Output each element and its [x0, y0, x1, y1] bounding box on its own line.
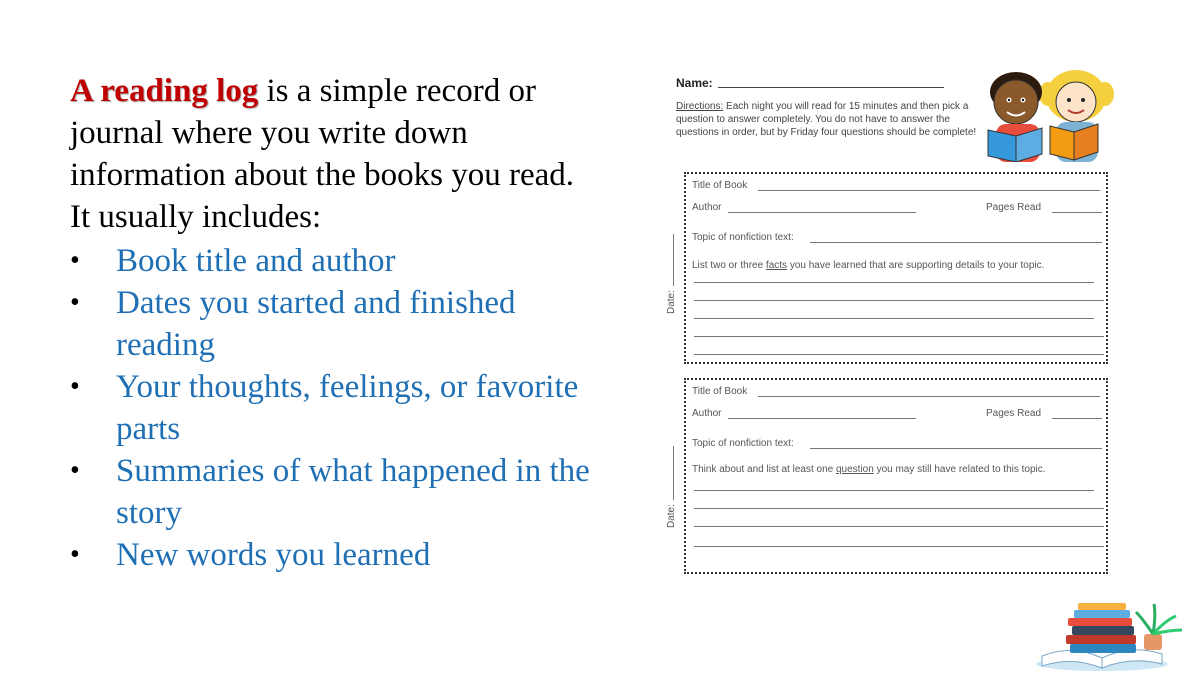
answer-line — [694, 526, 1104, 527]
list-item-text: Book title and author — [116, 243, 396, 279]
list-item-text: Summaries of what happened in the story — [116, 453, 590, 531]
question-prompt: Think about and list at least one question you may still have related to this topic. — [692, 464, 1046, 475]
answer-line — [694, 336, 1104, 337]
bullet-dot: • — [70, 539, 80, 570]
intro-paragraph — [70, 70, 590, 238]
answer-line — [810, 448, 1102, 449]
bullet-dot: • — [70, 287, 80, 318]
pages-read-label: Pages Read — [986, 202, 1042, 213]
answer-line — [694, 508, 1104, 509]
list-item-text: Dates you started and finished reading — [116, 285, 516, 363]
answer-line — [694, 282, 1094, 283]
author-label: Author — [692, 202, 722, 213]
answer-line — [694, 490, 1094, 491]
reading-log-worksheet — [660, 62, 1120, 580]
answer-line — [694, 354, 1104, 355]
name-line — [718, 87, 944, 88]
bullet-dot: • — [70, 245, 80, 276]
list-item — [70, 282, 590, 366]
title-of-book-label: Title of Book — [692, 386, 748, 397]
directions-label: Directions: — [676, 101, 724, 112]
list-item — [70, 534, 590, 576]
kids-reading-illustration — [978, 66, 1118, 162]
log-section-2 — [684, 378, 1108, 574]
date-line — [673, 446, 674, 500]
answer-line — [694, 318, 1094, 319]
answer-line — [1052, 212, 1102, 213]
topic-label: Topic of nonfiction text: — [692, 232, 794, 243]
date-label: Date: — [666, 504, 677, 528]
title-of-book-label: Title of Book — [692, 180, 748, 191]
pages-read-label: Pages Read — [986, 408, 1042, 419]
answer-line — [1052, 418, 1102, 419]
bullet-dot: • — [70, 371, 80, 402]
answer-line — [758, 190, 1100, 191]
list-item — [70, 450, 590, 534]
question-prompt: List two or three facts you have learned that are supporting details to your topic. — [692, 260, 1045, 271]
directions-text: Each night you will read for 15 minutes and then pick a question to answer completely. You do not have to answer the questions in order, but by Friday four questions should be complete! — [676, 101, 977, 138]
answer-line — [694, 546, 1104, 547]
list-item — [70, 240, 590, 282]
date-label: Date: — [666, 290, 677, 314]
answer-line — [810, 242, 1102, 243]
list-item-text: New words you learned — [116, 537, 431, 573]
answer-line — [694, 300, 1104, 301]
directions — [676, 100, 992, 139]
log-section-1 — [684, 172, 1108, 364]
date-line — [673, 234, 674, 286]
topic-label: Topic of nonfiction text: — [692, 438, 794, 449]
bullet-list — [70, 240, 590, 576]
bullet-dot: • — [70, 455, 80, 486]
answer-line — [758, 396, 1100, 397]
list-item-text: Your thoughts, feelings, or favorite parts — [116, 369, 579, 447]
answer-line — [728, 212, 916, 213]
intro-text: is a simple record or journal where you write down information about the books you read. It usually includes: — [70, 73, 575, 235]
books-stack-icon — [1032, 596, 1192, 672]
name-label: Name: — [676, 76, 713, 90]
author-label: Author — [692, 408, 722, 419]
list-item — [70, 366, 590, 450]
term-reading-log: A reading log — [70, 73, 259, 109]
answer-line — [728, 418, 916, 419]
